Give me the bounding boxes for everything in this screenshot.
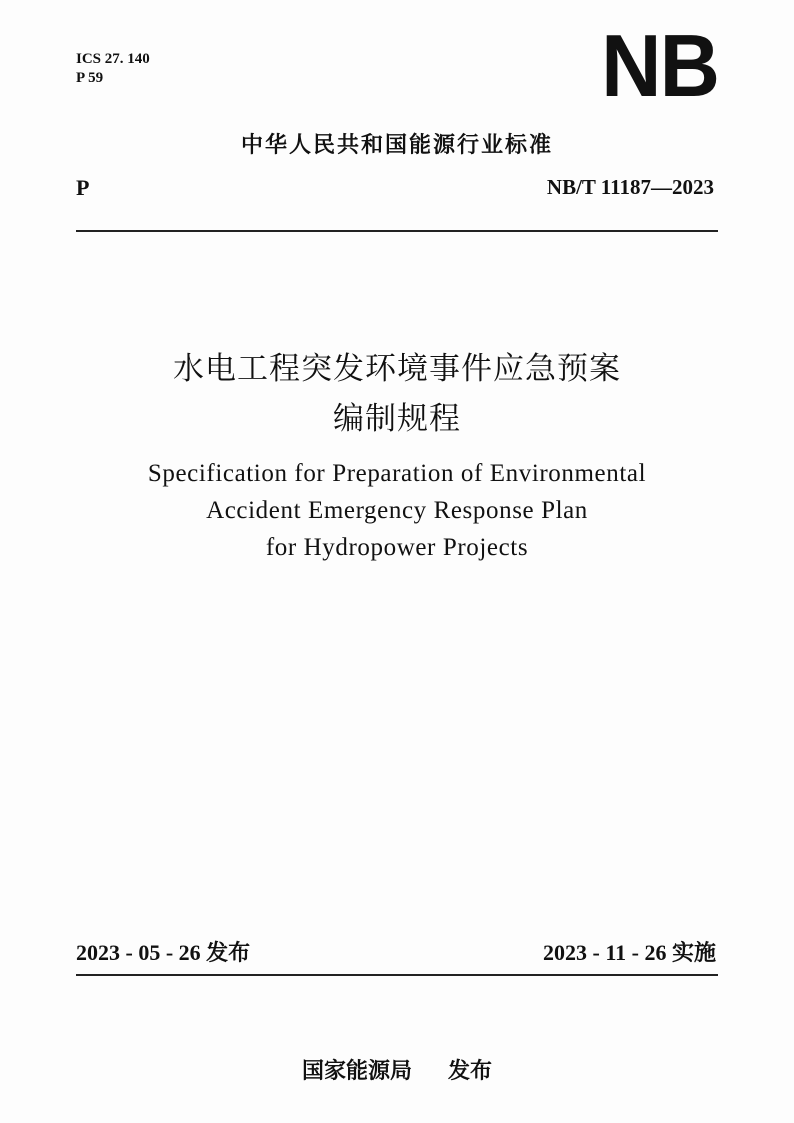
ics-code: ICS 27. 140	[76, 51, 150, 67]
publisher-action: 发布	[448, 1059, 493, 1084]
publisher-line	[0, 1054, 794, 1085]
category-code: P	[76, 175, 90, 200]
title-en-line-3: for Hydropower Projects	[265, 534, 529, 561]
publisher-name: 国家能源局	[301, 1059, 412, 1084]
effective-date: 2023 - 11 - 26 实施	[543, 940, 716, 965]
issue-date: 2023 - 05 - 26 发布	[76, 940, 251, 965]
title-cn-line-1: 水电工程突发环境事件应急预案	[173, 351, 621, 387]
classification-codes	[76, 50, 150, 88]
issuing-authority-standard-type: 中华人民共和国能源行业标准	[240, 133, 553, 158]
ccs-code: P 59	[76, 70, 104, 86]
nb-logo: NB	[601, 16, 718, 115]
standard-number: NB/T 11187—2023	[546, 175, 714, 199]
title-en-line-2: Accident Emergency Response Plan	[206, 497, 588, 524]
title-en-line-1: Specification for Preparation of Environmental	[147, 460, 647, 487]
footer-divider	[76, 974, 718, 976]
title-cn-line-2: 编制规程	[333, 401, 461, 437]
header-divider	[76, 230, 718, 232]
